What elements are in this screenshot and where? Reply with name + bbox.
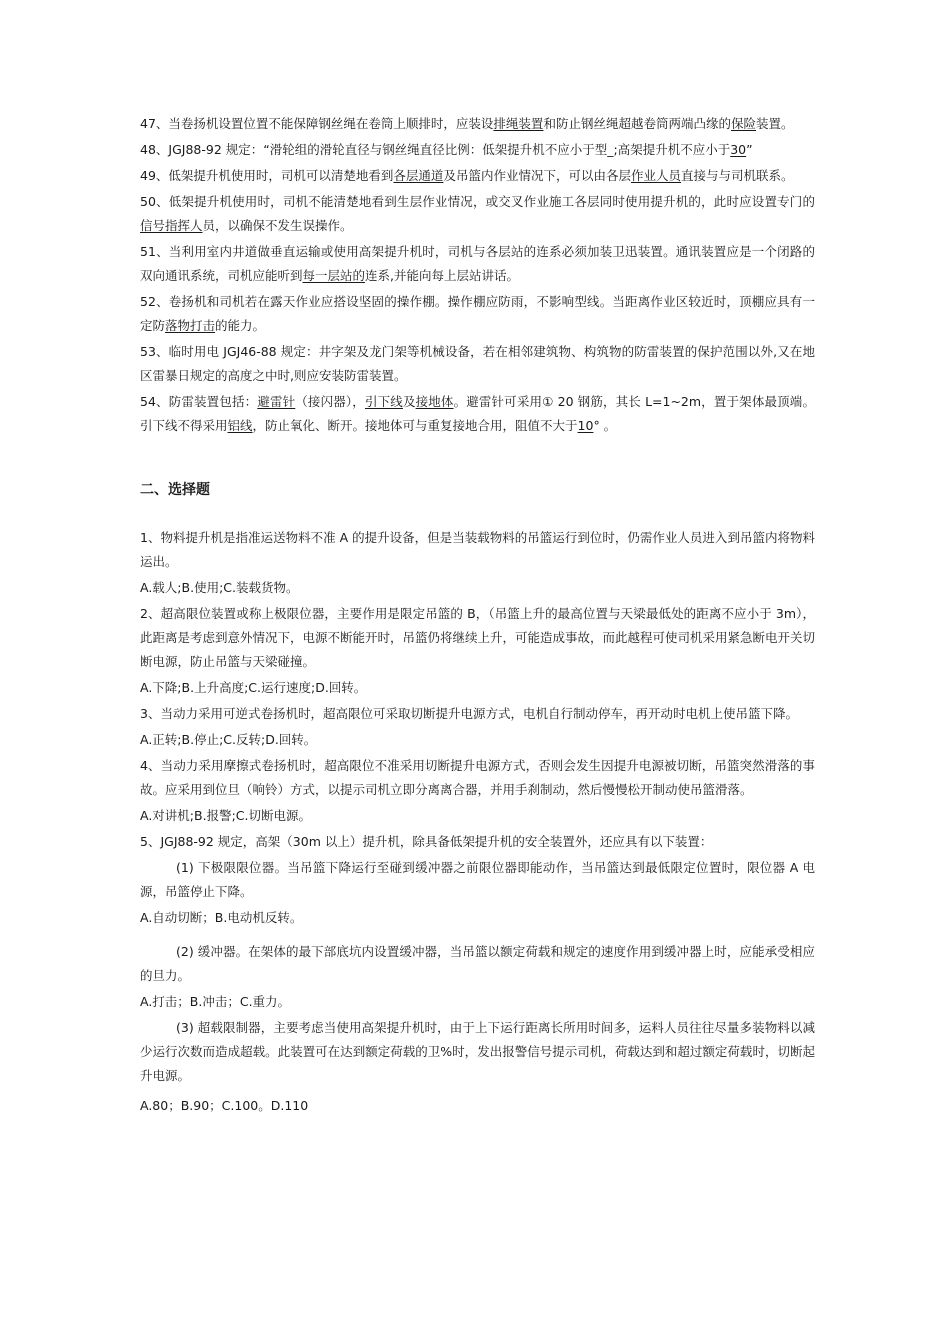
choice-question-2-options: A.下降;B.上升高度;C.运行速度;D.回转。 [140, 680, 367, 695]
choice-question-5-2-options: A.打击；B.冲击；C.重力。 [140, 994, 291, 1009]
q54-text-m2: 及 [402, 394, 416, 409]
choice-question-1-options: A.载人;B.使用;C.装载货物。 [140, 580, 299, 595]
q54-text: 54、防雷装置包括： [140, 394, 258, 409]
q54-answer-2: 引下线 [364, 394, 403, 409]
q50-answer-1: 信号指挥人 [140, 218, 203, 233]
document-page [140, 112, 815, 1118]
q47-answer-2: 保险 [730, 116, 756, 131]
choice-question-4: 4、当动力采用摩擦式卷扬机时，超高限位不准采用切断提升电源方式，否则会发生因提升电源被切断，吊篮突然滑落的事故。应采用到位旦（响铃）方式，以提示司机立即分离离合器，并用手刹制动，然后慢慢松开制动使吊篮滑落。 [140, 758, 815, 797]
question-54 [140, 390, 815, 438]
question-51 [140, 240, 815, 288]
question-52 [140, 290, 815, 338]
q51-answer-1: 每一层站的 [302, 268, 366, 283]
q54-text-m3: 。避雷针可采用① 20 钢筋，其长 L=1~2m，置于架体最顶端。引下线不得采用 [140, 394, 815, 433]
choice-question-3-options: A.正转;B.停止;C.反转;D.回转。 [140, 732, 317, 747]
q51-text-end: 连系,并能向每上层站讲话。 [365, 268, 520, 283]
question-48 [140, 138, 815, 162]
question-49 [140, 164, 815, 188]
choice-question-5-2: (2) 缓冲器。在架体的最下部底坑内设置缓冲器，当吊篮以额定荷载和规定的速度作用到缓冲器上时，应能承受相应的旦力。 [140, 944, 815, 983]
question-47 [140, 112, 815, 136]
q52-text-end: 的能力。 [215, 318, 266, 333]
choice-question-5-3-options: A.80；B.90；C.100。D.110 [140, 1098, 309, 1113]
choice-question-2: 2、超高限位装置或称上极限位器，主要作用是限定吊篮的 B，（吊篮上升的最高位置与天梁最低处的距离不应小于 3m），此距离是考虑到意外情况下，电源不断能开时，吊篮仍将继续上升，可能造成事故，而此越程可使司机采用紧急断电开关切断电源，防止吊篮与天梁碰撞。 [140, 606, 816, 669]
q51-text: 51、当利用室内井道做垂直运输或使用高架提升机时，司机与各层站的连系必须加装卫迅装置。通讯装置应是一个闭路的双向通讯系统，司机应能听到 [140, 244, 815, 283]
q48-answer-1: 30 [730, 142, 747, 157]
q50-text-end: 员，以确保不发生误操作。 [202, 218, 353, 233]
q52-answer-1: 落物打击 [165, 318, 216, 333]
q50-text: 50、低架提升机使用时，司机不能清楚地看到生层作业情况，或交叉作业施工各层同时使用提升机的，此时应设置专门的 [140, 194, 815, 209]
q47-answer-1: 排绳装置 [493, 116, 544, 131]
choice-question-5-1: (1) 下极限限位器。当吊篮下降运行至碰到缓冲器之前限位器即能动作，当吊篮达到最低限定位置时，限位器 A 电源，吊篮停止下降。 [140, 860, 815, 899]
question-53: 53、临时用电 JGJ46-88 规定：井字架及龙门架等机械设备，若在相邻建筑物、构筑物的防雷装置的保护范围以外,又在地区雷暴日规定的高度之中时,则应安装防雷装置。 [140, 344, 815, 383]
q49-text-end: 直接与与司机联系。 [680, 168, 794, 183]
q47-text-mid: 和防止钢丝绳超越卷筒两端凸缘的 [543, 116, 731, 131]
q54-answer-5: 10 [577, 418, 594, 433]
q47-text: 47、当卷扬机设置位置不能保障钢丝绳在卷筒上顺排时，应装设 [140, 116, 494, 131]
choice-question-5-3: (3) 超载限制器，主要考虑当使用高架提升机时，由于上下运行距离长所用时间多，运料人员往往尽量多装物料以减少运行次数而造成超载。此装置可在达到额定荷载的卫%时，发出报警信号提示司机，荷载达到和超过额定荷载时，切断起升电源。 [140, 1020, 815, 1083]
q49-answer-1: 各层通道 [393, 168, 444, 183]
choice-question-1: 1、物料提升机是指准运送物料不准 A 的提升设备，但是当装载物料的吊篮运行到位时，仍需作业人员进入到吊篮内将物料运出。 [140, 530, 815, 569]
q54-answer-1: 避雷针 [257, 394, 296, 409]
q54-answer-4: 铝线 [227, 418, 253, 433]
q49-answer-2: 作业人员 [630, 168, 681, 183]
choice-question-4-options: A.对讲机;B.报警;C.切断电源。 [140, 808, 311, 823]
q48-text: 48、JGJ88-92 规定：“滑轮组的滑轮直径与钢丝绳直径比例：低架提升机不应小于型_;高架提升机不应小于 [140, 142, 731, 157]
q54-text-m4: ，防止氧化、断开。接地体可与重复接地合用，阻值不大于 [252, 418, 578, 433]
q49-text-mid: 及吊篮内作业情况下，可以由各层 [443, 168, 631, 183]
q49-text: 49、低架提升机使用时，司机可以清楚地看到 [140, 168, 394, 183]
choice-question-5: 5、JGJ88-92 规定，高架（30m 以上）提升机，除具备低架提升机的安全装置外，还应具有以下装置： [140, 834, 713, 849]
q54-text-m1: （接闪器）， [295, 394, 365, 409]
question-50 [140, 190, 815, 238]
q54-text-end: ° 。 [593, 418, 617, 433]
section-title: 二、选择题 [140, 482, 210, 498]
choice-question-5-1-options: A.自动切断；B.电动机反转。 [140, 910, 303, 925]
q48-text-end: ” [746, 142, 753, 157]
q47-text-end: 装置。 [755, 116, 794, 131]
q52-text: 52、卷扬机和司机若在露天作业应搭设坚固的操作棚。操作棚应防雨，不影响型线。当距离作业区较近时，顶棚应具有一定防 [140, 294, 815, 333]
q54-answer-3: 接地体 [415, 394, 454, 409]
choice-question-3: 3、当动力采用可逆式卷扬机时，超高限位可采取切断提升电源方式，电机自行制动停车，再开动时电机上使吊篮下降。 [140, 706, 798, 721]
choice-questions [140, 526, 815, 1118]
